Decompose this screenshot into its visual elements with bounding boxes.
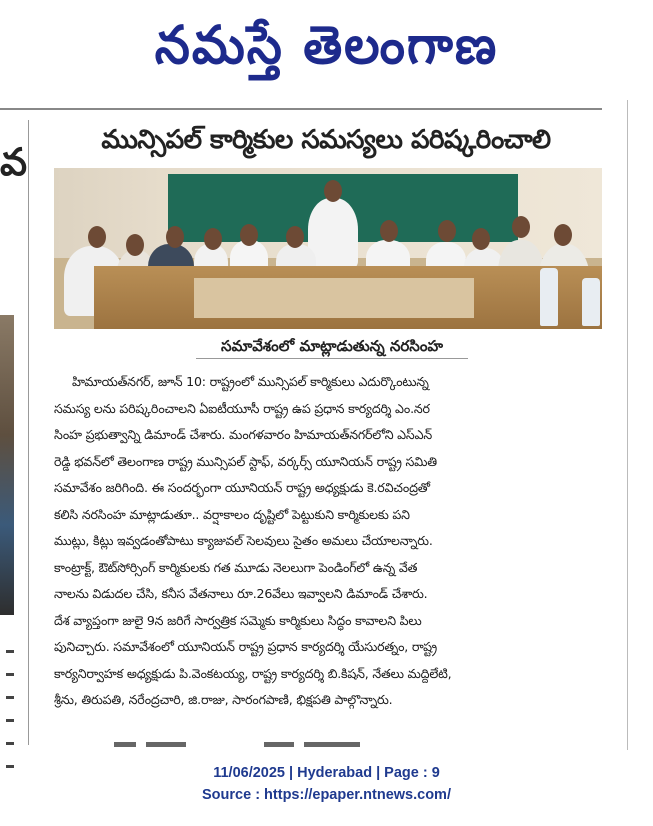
body-line: నాలను విడుదల చేసి, కనీస వేతనాలు రూ.26వేలు ఇవ్వాలని డిమాండ్ చేశారు. xyxy=(54,586,428,601)
body-line: కలిసి నరసింహ మాట్లాడుతూ.. వర్షాకాలం దృష్టిలో పెట్టుకుని కార్మికులకు పని xyxy=(54,506,410,522)
masthead xyxy=(0,0,653,88)
article-headline: మున్సిపల్ కార్మికుల సమస్యలు పరిష్కరించాలి xyxy=(101,125,551,155)
body-line: శ్రీను, తిరుపతి, నరేంద్రచారి, జి.రాజు, సారంగపాణి, భిక్షపతి పాల్గొన్నారు. xyxy=(54,692,393,707)
body-line: పునిచ్చారు. సమావేశంలో యూనియన్ రాష్ట్ర ప్రధాన కార్యదర్శి యేసురత్నం, రాష్ట్ర xyxy=(54,639,437,654)
footer xyxy=(0,762,653,806)
body-line: హిమాయత్‌నగర్, జూన్ 10: రాష్ట్రంలో మున్సిపల్ కార్మికులు ఎదుర్కొంటున్న xyxy=(72,374,429,389)
photo-caption: సమావేశంలో మాట్లాడుతున్న నరసింహ xyxy=(196,334,468,359)
body-line: కార్యనిర్వాహక అధ్యక్షుడు పి.వెంకటయ్య, రాష్ట్ర కార్యదర్శి బి.కిషన్, నేతలు మద్దిలేటి, xyxy=(54,665,452,681)
body-line: రెడ్డి భవన్‌లో తెలంగాణ రాష్ట్ర మున్సిపల్ స్టాఫ్, వర్కర్స్ యూనియన్ రాష్ట్ర సమితి xyxy=(54,453,437,469)
body-line: దేశ వ్యాప్తంగా జులై 9న జరిగే సార్వత్రిక సమ్మెకు కార్మికులు సిద్ధం కావాలని పిలు xyxy=(54,612,422,628)
adjacent-photo-fragment xyxy=(0,315,14,615)
body-line: సింహ ప్రభుత్వాన్ని డిమాండ్ చేశారు. మంగళవారం హిమాయత్‌నగర్‌లోని ఎస్ఎన్ xyxy=(54,427,432,442)
body-line: సమావేశం జరిగింది. ఈ సందర్భంగా యూనియన్ రాష్ట్ర అధ్యక్షుడు కె.రవిచంద్రతో xyxy=(54,480,430,495)
top-divider xyxy=(0,108,602,110)
footer-source: Source : https://epaper.ntnews.com/ xyxy=(202,787,451,803)
adjacent-article-clipped xyxy=(0,110,28,750)
masthead-title: నమస్తే తెలంగాణ xyxy=(154,14,499,76)
next-article-clipped xyxy=(54,740,606,748)
body-line: సమస్య లను పరిష్కరించాలని ఏఐటీయూసీ రాష్ట్ర ఉప ప్రధాన కార్యదర్శి ఎం.నర xyxy=(54,400,430,416)
adjacent-headline-fragment: వ xyxy=(0,140,28,184)
adjacent-text-fragment xyxy=(2,630,14,768)
column-divider xyxy=(28,120,29,745)
body-line: ముట్లు, కిట్లు ఇవ్వడంతోపాటు క్యాజువల్ సెలవులు సైతం అమలు చేయాలన్నారు. xyxy=(54,533,433,548)
article-photo xyxy=(54,168,602,329)
footer-date-city-page: 11/06/2025 | Hyderabad | Page : 9 xyxy=(213,765,440,781)
article-body xyxy=(54,369,606,714)
right-column-divider xyxy=(627,100,628,750)
body-line: కాంట్రాక్ట్, ఔట్‌సోర్సింగ్ కార్మికులకు గత మూడు నెలలుగా పెండింగ్‌లో ఉన్న వేత xyxy=(54,559,418,575)
